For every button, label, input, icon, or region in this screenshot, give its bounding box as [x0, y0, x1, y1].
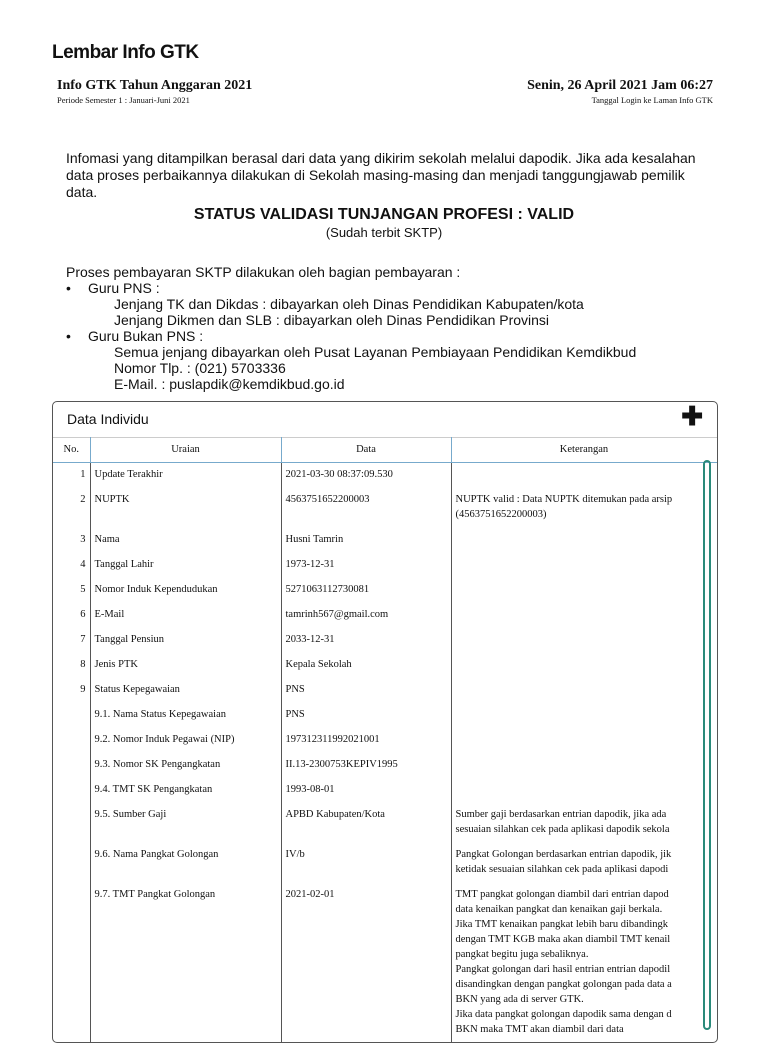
- table-row: [53, 883, 717, 1043]
- row-keterangan: [451, 703, 717, 728]
- row-number: 9: [80, 684, 86, 695]
- row-data: 2021-03-30 08:37:09.530: [281, 463, 451, 489]
- row-data: 4563751652200003: [281, 488, 451, 528]
- login-datetime-label: Tanggal Login ke Laman Info GTK: [591, 95, 713, 105]
- row-data: PNS: [281, 703, 451, 728]
- bullet: •: [66, 280, 71, 296]
- row-uraian: 9.7. TMT Pangkat Golongan: [90, 883, 281, 1043]
- row-number: [53, 728, 90, 753]
- list-item-non-pns: [66, 328, 706, 344]
- info-notice: Infomasi yang ditampilkan berasal dari data yang dikirim sekolah melalui dapodik. Jika ada kesalahan data proses perbaikannya dilakukan di Sekolah masing-masing dan menjadi tanggungjawab pemilik data.: [66, 150, 696, 200]
- data-individu-panel: [52, 401, 718, 1043]
- col-header-no: No.: [53, 437, 90, 463]
- non-pns-email: E-Mail. : puslapdik@kemdikbud.go.id: [114, 376, 345, 392]
- row-keterangan: [451, 578, 717, 603]
- table-row: [53, 603, 717, 628]
- row-data: APBD Kabupaten/Kota: [281, 803, 451, 843]
- validation-status: [0, 206, 768, 240]
- col-header-uraian: Uraian: [90, 437, 281, 463]
- non-pns-label: Guru Bukan PNS :: [88, 328, 204, 344]
- row-number: 5: [80, 584, 86, 595]
- scrollbar[interactable]: [703, 460, 711, 1030]
- row-data: 2033-12-31: [281, 628, 451, 653]
- page-title: Lembar Info GTK: [52, 42, 199, 63]
- table-row: [53, 753, 717, 778]
- header-left: [57, 78, 252, 105]
- row-data: 197312311992021001: [281, 728, 451, 753]
- row-data: II.13-2300753KEPIV1995: [281, 753, 451, 778]
- row-uraian: 9.5. Sumber Gaji: [90, 803, 281, 843]
- row-uraian: Tanggal Pensiun: [90, 628, 281, 653]
- login-datetime: Senin, 26 April 2021 Jam 06:27: [527, 78, 713, 93]
- row-number: [53, 753, 90, 778]
- keterangan-line: dengan TMT KGB maka akan diambil TMT kenail: [455, 934, 671, 945]
- table-row: [53, 553, 717, 578]
- row-number: 1: [80, 469, 86, 480]
- row-number: [53, 703, 90, 728]
- row-keterangan: [451, 678, 717, 703]
- bullet: •: [66, 328, 71, 344]
- list-item-pns: [66, 280, 706, 296]
- keterangan-line: sesuaian silahkan cek pada aplikasi dapodik sekola: [455, 824, 670, 835]
- keterangan-line: NUPTK valid : Data NUPTK ditemukan pada arsip: [455, 494, 673, 505]
- row-uraian: 9.3. Nomor SK Pengangkatan: [90, 753, 281, 778]
- row-keterangan: [451, 488, 717, 528]
- keterangan-line: disandingkan dengan pangkat golongan pada data a: [455, 979, 672, 990]
- row-keterangan: [451, 728, 717, 753]
- row-uraian: 9.6. Nama Pangkat Golongan: [90, 843, 281, 883]
- row-keterangan: [451, 883, 717, 1043]
- row-data: tamrinh567@gmail.com: [281, 603, 451, 628]
- table-row: [53, 528, 717, 553]
- row-uraian: 9.4. TMT SK Pengangkatan: [90, 778, 281, 803]
- row-keterangan: [451, 463, 717, 489]
- plus-icon[interactable]: ✚: [681, 401, 703, 431]
- table-row: [53, 728, 717, 753]
- row-number: 6: [80, 609, 86, 620]
- pns-detail-2: Jenjang Dikmen dan SLB : dibayarkan oleh Dinas Pendidikan Provinsi: [114, 312, 550, 328]
- keterangan-line: pangkat begitu juga sebaliknya.: [455, 949, 589, 960]
- row-number: [53, 843, 90, 883]
- header-right: [527, 78, 713, 105]
- keterangan-line: Sumber gaji berdasarkan entrian dapodik, jika ada: [455, 809, 667, 820]
- row-uraian: 9.2. Nomor Induk Pegawai (NIP): [90, 728, 281, 753]
- row-data: 1993-08-01: [281, 778, 451, 803]
- row-number: [53, 803, 90, 843]
- row-uraian: NUPTK: [90, 488, 281, 528]
- keterangan-line: Pangkat golongan dari hasil entrian entrian dapodil: [455, 964, 671, 975]
- row-number: 8: [80, 659, 86, 670]
- row-keterangan: [451, 653, 717, 678]
- row-keterangan: [451, 553, 717, 578]
- status-subheading: (Sudah terbit SKTP): [325, 225, 443, 240]
- row-data: PNS: [281, 678, 451, 703]
- row-number: [53, 883, 90, 1043]
- keterangan-line: ketidak sesuaian silahkan cek pada aplikasi dapodi: [455, 864, 669, 875]
- panel-header[interactable]: [53, 402, 717, 438]
- data-table: [53, 437, 718, 1043]
- payment-intro: Proses pembayaran SKTP dilakukan oleh bagian pembayaran :: [66, 264, 461, 280]
- row-number: 7: [80, 634, 86, 645]
- row-number: 4: [80, 559, 86, 570]
- table-row: [53, 463, 717, 489]
- row-data: 1973-12-31: [281, 553, 451, 578]
- col-header-keterangan: Keterangan: [451, 437, 717, 463]
- table-row: [53, 803, 717, 843]
- non-pns-phone: Nomor Tlp. : (021) 5703336: [114, 360, 286, 376]
- payment-process-info: [66, 264, 706, 392]
- row-keterangan: [451, 753, 717, 778]
- row-data: Kepala Sekolah: [281, 653, 451, 678]
- keterangan-line: BKN yang ada di server GTK.: [455, 994, 584, 1005]
- keterangan-line: Pangkat Golongan berdasarkan entrian dapodik, jik: [455, 849, 672, 860]
- col-header-data: Data: [281, 437, 451, 463]
- table-row: [53, 488, 717, 528]
- non-pns-detail-1: Semua jenjang dibayarkan oleh Pusat Layanan Pembiayaan Pendidikan Kemdikbud: [114, 344, 637, 360]
- row-number: [53, 778, 90, 803]
- table-row: [53, 843, 717, 883]
- keterangan-line: Jika data pangkat golongan dapodik sama dengan d: [455, 1009, 672, 1020]
- row-uraian: 9.1. Nama Status Kepegawaian: [90, 703, 281, 728]
- row-data: Husni Tamrin: [281, 528, 451, 553]
- pns-detail-1: Jenjang TK dan Dikdas : dibayarkan oleh Dinas Pendidikan Kabupaten/kota: [114, 296, 584, 312]
- status-heading: STATUS VALIDASI TUNJANGAN PROFESI : VALID: [193, 206, 575, 223]
- table-row: [53, 778, 717, 803]
- fiscal-year-title: Info GTK Tahun Anggaran 2021: [57, 78, 253, 93]
- table-header-row: [53, 437, 717, 463]
- row-keterangan: [451, 628, 717, 653]
- table-row: [53, 628, 717, 653]
- table-row: [53, 653, 717, 678]
- keterangan-line: Jika TMT kenaikan pangkat lebih baru dibandingk: [455, 919, 668, 930]
- row-keterangan: [451, 528, 717, 553]
- keterangan-line: BKN maka TMT akan diambil dari data: [455, 1024, 624, 1035]
- row-data: 2021-02-01: [281, 883, 451, 1043]
- row-number: 2: [80, 494, 86, 505]
- keterangan-line: data kenaikan pangkat dan kenaikan gaji berkala.: [455, 904, 663, 915]
- row-uraian: Status Kepegawaian: [90, 678, 281, 703]
- panel-title: Data Individu: [67, 411, 149, 427]
- row-uraian: E-Mail: [90, 603, 281, 628]
- table-row: [53, 678, 717, 703]
- keterangan-line: (4563751652200003): [455, 509, 547, 520]
- pns-label: Guru PNS :: [88, 280, 160, 296]
- row-uraian: Tanggal Lahir: [90, 553, 281, 578]
- row-keterangan: [451, 778, 717, 803]
- table-row: [53, 703, 717, 728]
- table-row: [53, 578, 717, 603]
- row-keterangan: [451, 603, 717, 628]
- keterangan-line: TMT pangkat golongan diambil dari entrian dapod: [455, 889, 669, 900]
- row-data: IV/b: [281, 843, 451, 883]
- row-keterangan: [451, 843, 717, 883]
- row-uraian: Update Terakhir: [90, 463, 281, 489]
- row-uraian: Nama: [90, 528, 281, 553]
- row-uraian: Nomor Induk Kependudukan: [90, 578, 281, 603]
- row-data: 5271063112730081: [281, 578, 451, 603]
- row-keterangan: [451, 803, 717, 843]
- row-number: 3: [80, 534, 86, 545]
- period-label: Periode Semester 1 : Januari-Juni 2021: [57, 95, 190, 105]
- row-uraian: Jenis PTK: [90, 653, 281, 678]
